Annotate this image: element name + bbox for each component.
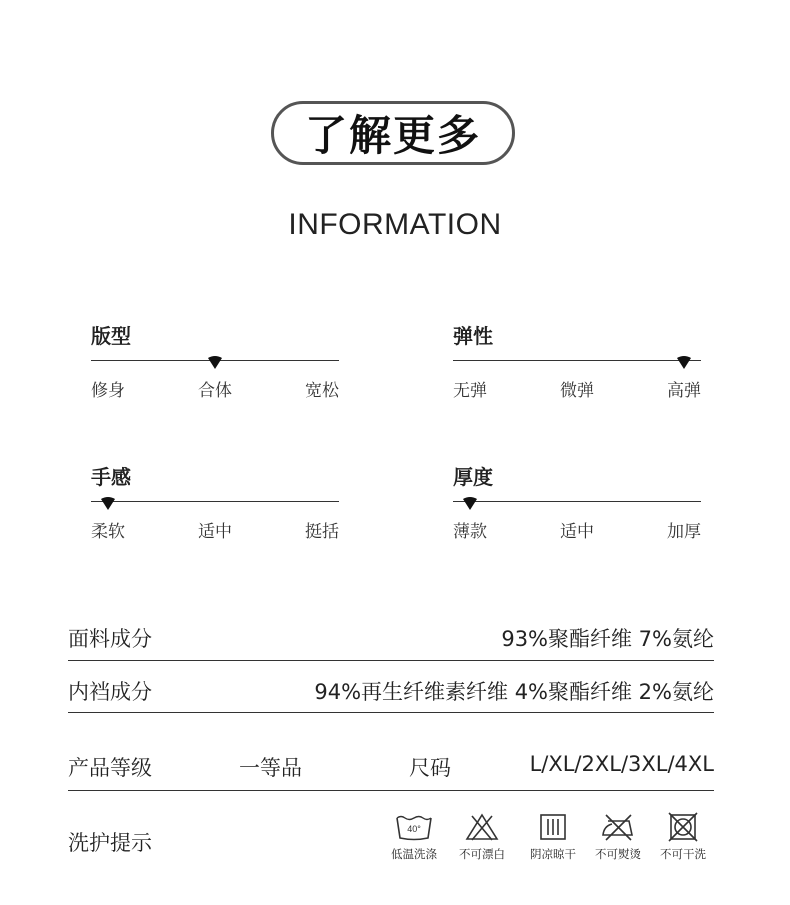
scale-label-mid: 合体 — [198, 381, 232, 401]
scale-marker-icon — [676, 354, 692, 370]
lining-label: 内裆成分 — [68, 680, 152, 704]
no-bleach-icon — [463, 812, 501, 842]
page-subtitle: INFORMATION — [288, 208, 502, 241]
scale-title: 弹性 — [453, 324, 493, 348]
divider — [68, 712, 714, 713]
fabric-row — [68, 623, 714, 651]
scale-labels — [453, 517, 701, 542]
scale-thickness — [453, 461, 701, 551]
care-label: 洗护提示 — [68, 831, 152, 855]
scale-label-high: 挺括 — [305, 522, 339, 542]
lining-value: 94%再生纤维素纤维 4%聚酯纤维 2%氨纶 — [314, 680, 714, 704]
care-item — [587, 812, 649, 862]
care-item — [522, 812, 584, 862]
scale-labels — [91, 376, 339, 401]
scale-line — [453, 360, 701, 361]
size-value: L/XL/2XL/3XL/4XL — [529, 752, 714, 776]
scale-label-low: 柔软 — [91, 522, 125, 542]
size-label: 尺码 — [409, 756, 451, 780]
scale-marker-icon — [462, 495, 478, 511]
care-item-label: 不可漂白 — [459, 847, 505, 861]
scale-labels — [91, 517, 339, 542]
care-item — [451, 812, 513, 862]
scale-labels — [453, 376, 701, 401]
title-pill — [271, 101, 515, 165]
page-title: 了解更多 — [304, 111, 481, 160]
scale-line — [91, 501, 339, 502]
care-item-label: 不可熨烫 — [595, 847, 641, 861]
fabric-value: 93%聚酯纤维 7%氨纶 — [501, 627, 714, 651]
lining-row — [68, 676, 714, 704]
no-tumble-dry-icon — [664, 812, 702, 842]
grade-value: 一等品 — [239, 756, 302, 780]
fabric-label: 面料成分 — [68, 627, 152, 651]
scale-elasticity — [453, 320, 701, 410]
divider — [68, 660, 714, 661]
care-item-label: 阴凉晾干 — [530, 847, 576, 861]
scale-line — [453, 501, 701, 502]
scale-fit — [91, 320, 339, 410]
scale-label-mid: 适中 — [560, 522, 594, 542]
scale-label-low: 修身 — [91, 381, 125, 401]
care-item — [652, 812, 714, 862]
care-item-label: 不可干洗 — [660, 847, 706, 861]
line-dry-shade-icon — [534, 812, 572, 842]
wash-temperature-text: 40° — [407, 824, 421, 834]
scale-label-high: 宽松 — [305, 381, 339, 401]
scale-label-low: 无弹 — [453, 381, 487, 401]
wash-40-icon — [395, 812, 433, 842]
scale-title: 版型 — [91, 324, 131, 348]
scale-label-low: 薄款 — [453, 522, 487, 542]
no-iron-icon — [599, 812, 637, 842]
scale-label-mid: 适中 — [198, 522, 232, 542]
grade-label: 产品等级 — [68, 756, 152, 780]
scale-label-high: 加厚 — [667, 522, 701, 542]
scale-marker-icon — [100, 495, 116, 511]
scale-label-high: 高弹 — [667, 381, 701, 401]
scale-title: 手感 — [91, 465, 131, 489]
scale-marker-icon — [207, 354, 223, 370]
care-item — [383, 812, 445, 862]
scale-title: 厚度 — [453, 465, 493, 489]
grade-size-row — [68, 752, 714, 780]
scale-label-mid: 微弹 — [560, 381, 594, 401]
divider — [68, 790, 714, 791]
scale-hand-feel — [91, 461, 339, 551]
care-item-label: 低温洗涤 — [391, 847, 437, 861]
